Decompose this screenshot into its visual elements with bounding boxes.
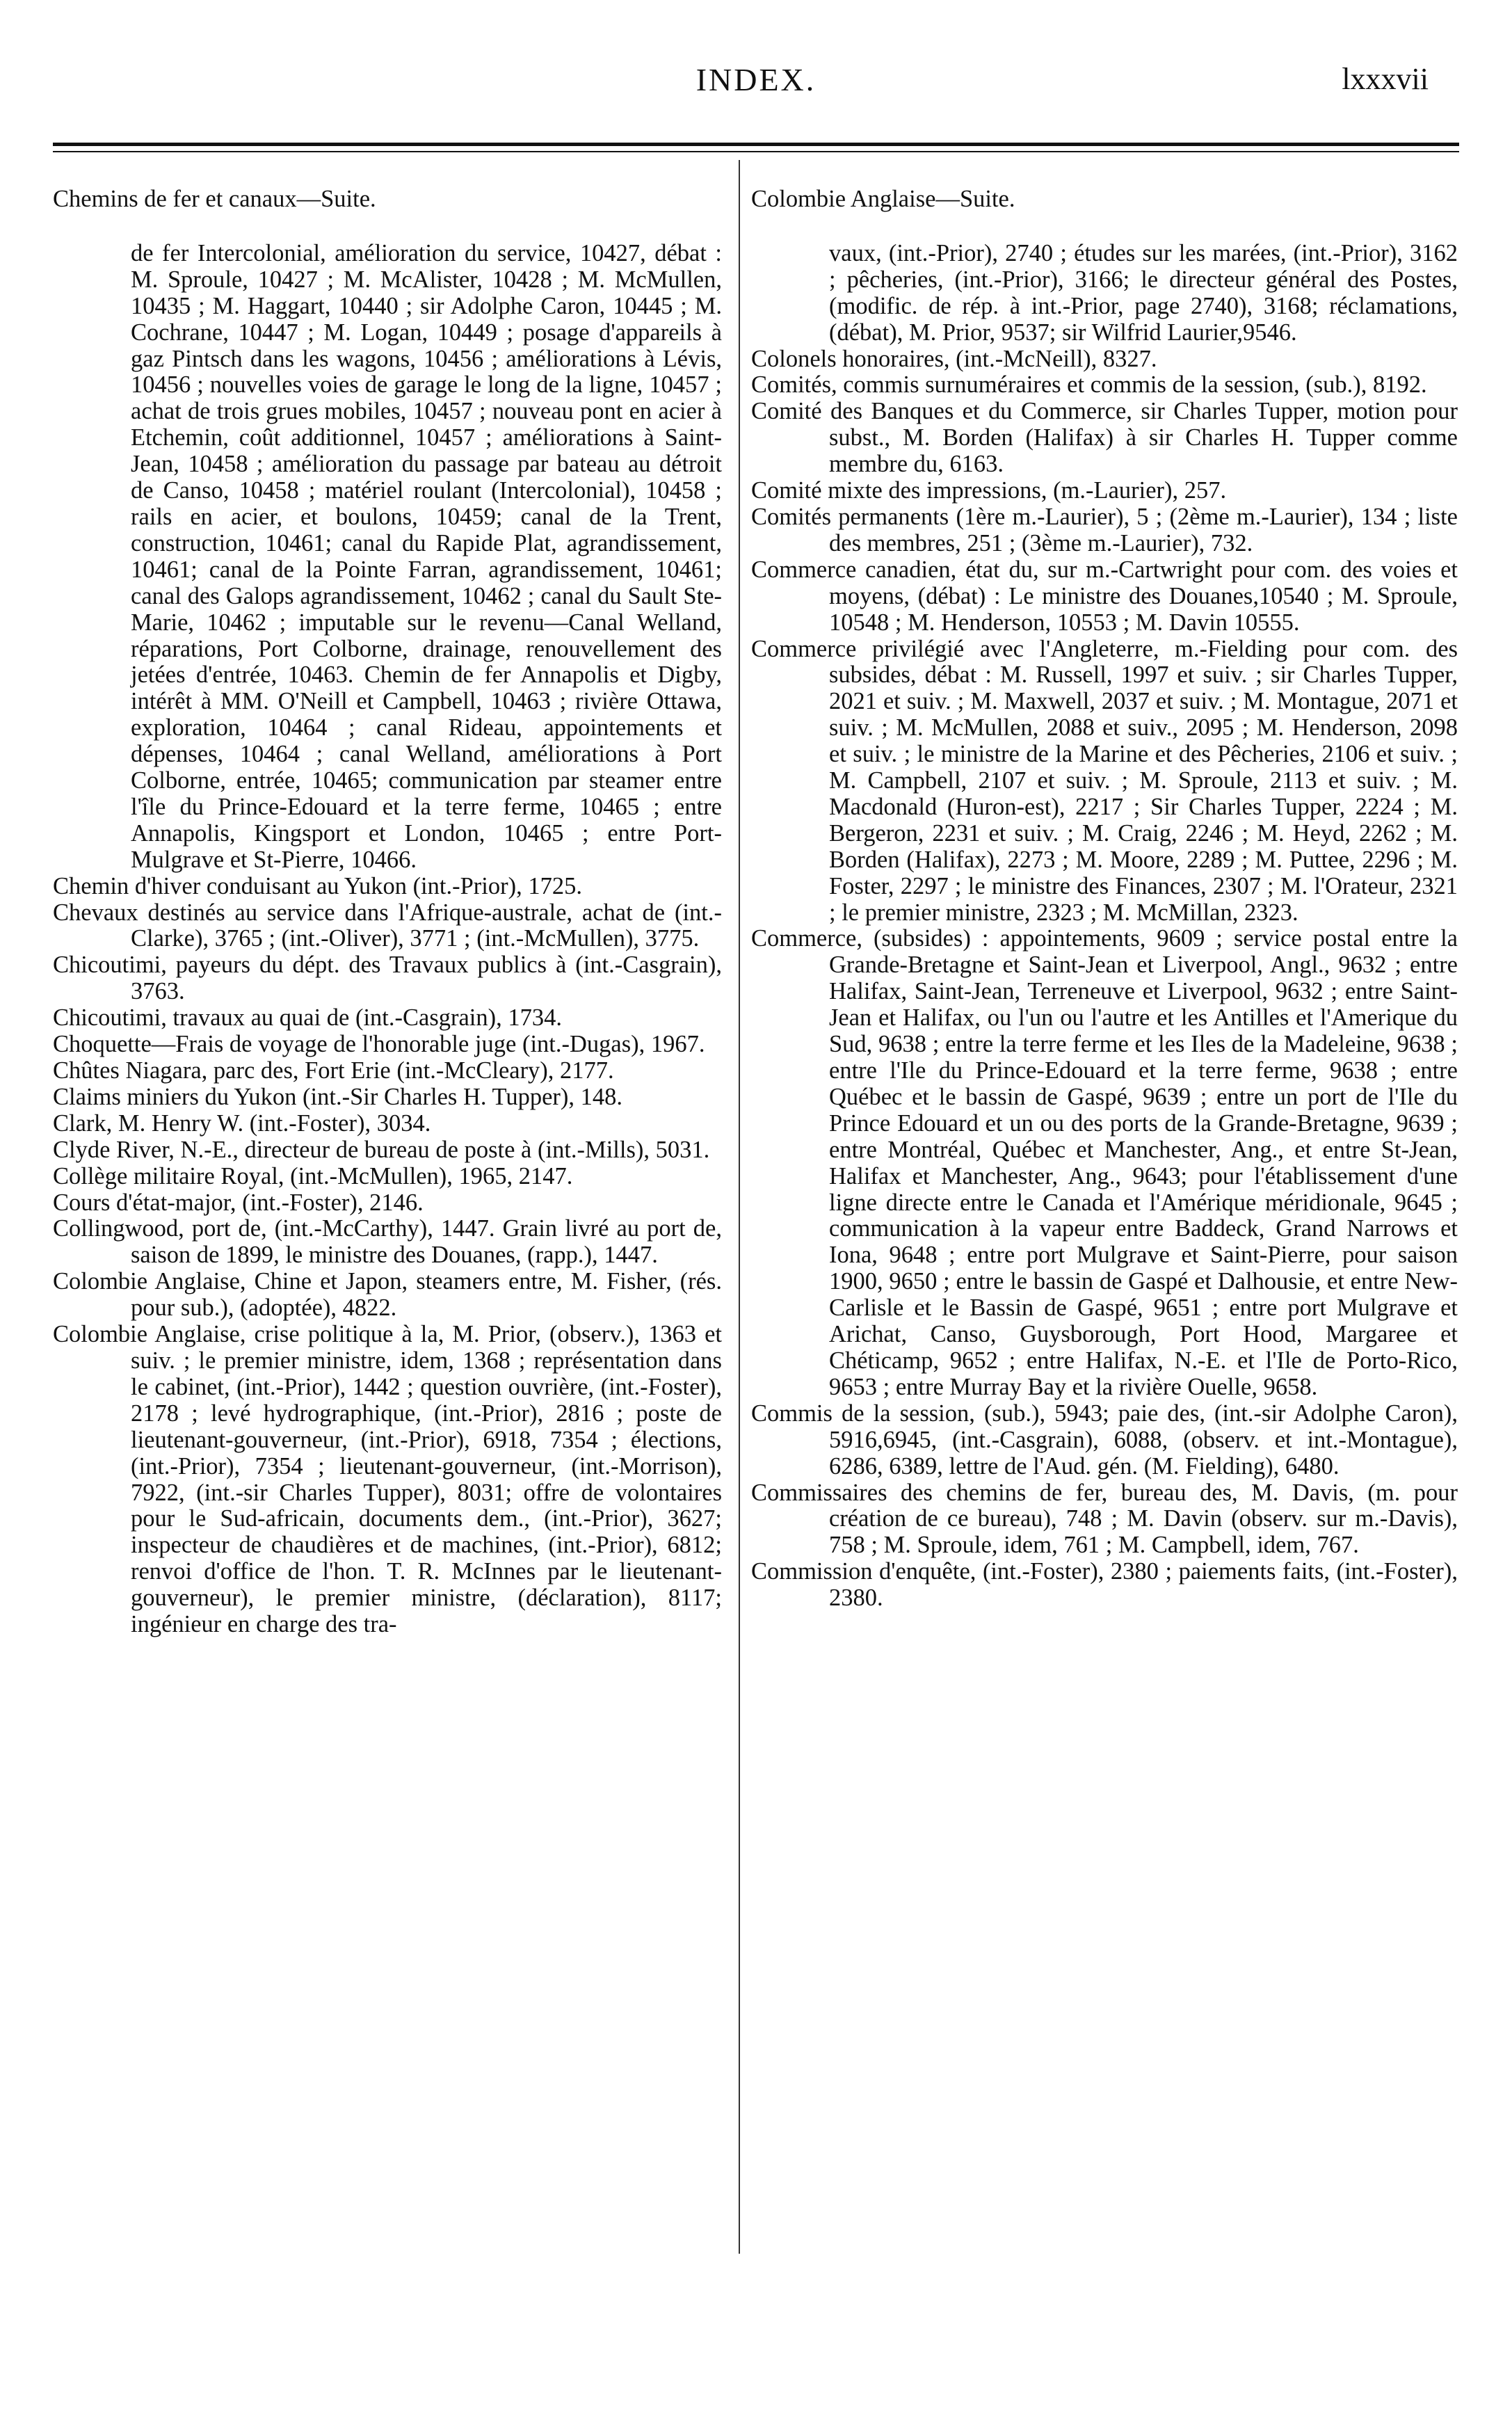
index-entry: Clark, M. Henry W. (int.-Foster), 3034. xyxy=(53,1109,431,1137)
index-entry: Commissaires des chemins de fer, bureau des, M. Davis, (m. pour création de ce bureau), 748 ; M. Davin (observ. sur m.-Davis), 758 ; M. Sproule, idem, 761 ; M. Campbell, idem, 767. xyxy=(751,1479,1458,1559)
header-rule-thin xyxy=(53,151,1459,152)
header-rule-thick xyxy=(53,143,1459,146)
index-entry: Clyde River, N.-E., directeur de bureau de poste à (int.-Mills), 5031. xyxy=(53,1136,710,1163)
index-entry: Commerce privilégié avec l'Angleterre, m.-Fielding pour com. des subsides, débat : M. Russell, 1997 et suiv. ; sir Charles Tupper, 2021 et suiv. ; M. Maxwell, 2037 et suiv. ; M. Montague, 2071 et suiv. ; M. McMullen, 2088 et suiv., 2095 ; M. Henderson, 2098 et suiv. ; le ministre de la Marine et des Pêcheries, 2106 et suiv. ; M. Campbell, 2107 et suiv. ; M. Sproule, 2113 et suiv. ; M. Macdonald (Huron-est), 2217 ; Sir Charles Tupper, 2224 ; M. Bergeron, 2231 et suiv. ; M. Craig, 2246 ; M. Heyd, 2262 ; M. Borden (Halifax), 2273 ; M. Moore, 2289 ; M. Puttee, 2296 ; M. Foster, 2297 ; le ministre des Finances, 2307 ; M. l'Orateur, 2321 ; le premier ministre, 2323 ; M. McMillan, 2323. xyxy=(751,635,1458,926)
index-entry: Cours d'état-major, (int.-Foster), 2146. xyxy=(53,1189,424,1216)
index-entry: Chicoutimi, travaux au quai de (int.-Casgrain), 1734. xyxy=(53,1004,562,1032)
index-entry: de fer Intercolonial, amélioration du service, 10427, débat : M. Sproule, 10427 ; M. McAlister, 10428 ; M. McMullen, 10435 ; M. Haggart, 10440 ; sir Adolphe Caron, 10445 ; M. Cochrane, 10447 ; M. Logan, 10449 ; posage d'appareils à gaz Pintsch dans les wagons, 10456 ; améliorations à Lévis, 10456 ; nouvelles voies de garage le long de la ligne, 10457 ; achat de trois grues mobiles, 10457 ; nouveau pont en acier à Etchemin, coût additionnel, 10457 ; améliorations à Saint-Jean, 10458 ; amélioration du passage par bateau au détroit de Canso, 10458 ; matériel roulant (Intercolonial), 10458 ; rails en acier, et boulons, 10459; canal de la Trent, construction, 10461; canal du Rapide Plat, agrandissement, 10461; canal de la Pointe Farran, agrandissement, 10461; canal des Galops agrandissement, 10462 ; canal du Sault Ste-Marie, 10462 ; imputable sur le revenu—Canal Welland, réparations, Port Colborne, drainage, renouvellement des jetées d'entrée, 10463. Chemin de fer Annapolis et Digby, intérêt à MM. O'Neill et Campbell, 10463 ; rivière Ottawa, exploration, 10464 ; canal Rideau, appointements et dépenses, 10464 ; canal Welland, améliorations à Port Colborne, entrée, 10465; communication par steamer entre l'île du Prince-Edouard et la terre ferme, 10465 ; entre Annapolis, Kingsport et London, 10465 ; entre Port-Mulgrave et St-Pierre, 10466. xyxy=(131,239,722,873)
index-entry: Collège militaire Royal, (int.-McMullen), 1965, 2147. xyxy=(53,1162,573,1189)
index-entry: Chemin d'hiver conduisant au Yukon (int.-Prior), 1725. xyxy=(53,872,582,899)
index-entry: Colombie Anglaise, crise politique à la, M. Prior, (observ.), 1363 et suiv. ; le premier ministre, idem, 1368 ; représentation dans le cabinet, (int.-Prior), 1442 ; question ouvrière, (int.-Foster), 2178 ; levé hydrographique, (int.-Prior), 2816 ; poste de lieutenant-gouverneur, (int.-Prior), 6918, 7354 ; élections, (int.-Prior), 7354 ; lieutenant-gouverneur, (int.-Morrison), 7922, (int.-sir Charles Tupper), 8031; offre de volontaires pour le Sud-africain, documents dem., (int.-Prior), 3627; inspecteur de chaudières et de machines, (int.-Prior), 6812; renvoi d'office de l'hon. T. R. McInnes par le lieutenant-gouverneur), le premier ministre, (déclaration), 8117; ingénieur en charge des tra- xyxy=(53,1321,722,1638)
page-title: INDEX. xyxy=(695,62,817,97)
index-entry: Comités permanents (1ère m.-Laurier), 5 ; (2ème m.-Laurier), 134 ; liste des membres, 251 ; (3ème m.-Laurier), 732. xyxy=(751,503,1458,556)
index-entry: vaux, (int.-Prior), 2740 ; études sur les marées, (int.-Prior), 3162 ; pêcheries, (int.-Prior), 3166; le directeur général des Postes, (modific. de rép. à int.-Prior, page 2740), 3168; réclamations, (débat), M. Prior, 9537; sir Wilfrid Laurier,9546. xyxy=(829,239,1458,346)
index-entry: Chûtes Niagara, parc des, Fort Erie (int.-McCleary), 2177. xyxy=(53,1057,614,1084)
index-entry: Commerce, (subsides) : appointements, 9609 ; service postal entre la Grande-Bretagne et Saint-Jean et Liverpool, Angl., 9632 ; entre Halifax, Saint-Jean, Terreneuve et Liverpool, 9632 ; entre Saint-Jean et Halifax, ou l'un ou l'autre et les Antilles et l'Amerique du Sud, 9638 ; entre la terre ferme et les Iles de la Madeleine, 9638 ; entre l'Ile du Prince-Edouard et la terre ferme, 9638 ; entre Québec et le bassin de Gaspé, 9639 ; entre un port de l'Ile du Prince Edouard et un ou des ports de la Grande-Bretagne, 9639 ; entre Montréal, Québec et Manchester, Ang., et entre St-Jean, Halifax et Manchester, Ang., 9643; pour l'établissement d'une ligne directe entre le Canada et l'Amérique méridionale, 9645 ; communication à la vapeur entre Baddeck, Grand Narrows et Iona, 9648 ; entre port Mulgrave et Saint-Pierre, pour saison 1900, 9650 ; entre le bassin de Gaspé et Dalhousie, et entre New-Carlisle et le Bassin de Gaspé, 9651 ; entre port Mulgrave et Arichat, Canso, Guysborough, Port Hood, Margaree et Chéticamp, 9652 ; entre Halifax, N.-E. et l'Ile de Porto-Rico, 9653 ; entre Murray Bay et la rivière Ouelle, 9658. xyxy=(751,925,1458,1400)
index-entry: Commis de la session, (sub.), 5943; paie des, (int.-sir Adolphe Caron), 5916,6945, (int.-Casgrain), 6088, (observ. et int.-Montague), 6286, 6389, lettre de l'Aud. gén. (M. Fielding), 6480. xyxy=(751,1400,1458,1480)
continuation-heading: Colombie Anglaise—Suite. xyxy=(751,186,1015,212)
index-entry: Comités, commis surnuméraires et commis de la session, (sub.), 8192. xyxy=(751,371,1427,399)
continuation-heading: Chemins de fer et canaux—Suite. xyxy=(53,186,376,212)
index-entry: Commission d'enquête, (int.-Foster), 2380 ; paiements faits, (int.-Foster), 2380. xyxy=(751,1558,1458,1612)
index-entry: Colonels honoraires, (int.-McNeill), 8327. xyxy=(751,345,1157,372)
index-entry: Chicoutimi, payeurs du dépt. des Travaux publics à (int.-Casgrain), 3763. xyxy=(53,952,722,1005)
index-entry: Collingwood, port de, (int.-McCarthy), 1447. Grain livré au port de, saison de 1899, le ministre des Douanes, (rapp.), 1447. xyxy=(53,1215,722,1269)
page-number: lxxxvii xyxy=(1342,62,1429,96)
index-entry: Commerce canadien, état du, sur m.-Cartwright pour com. des voies et moyens, (débat) : Le ministre des Douanes,10540 ; M. Sproule, 10548 ; M. Henderson, 10553 ; M. Davin 10555. xyxy=(751,556,1458,636)
left-column xyxy=(53,186,722,1638)
column-divider xyxy=(739,160,740,2254)
index-entry: Chevaux destinés au service dans l'Afrique-australe, achat de (int.-Clarke), 3765 ; (int.-Oliver), 3771 ; (int.-McMullen), 3775. xyxy=(53,899,722,952)
right-column xyxy=(751,186,1458,1612)
index-entry: Claims miniers du Yukon (int.-Sir Charles H. Tupper), 148. xyxy=(53,1083,623,1110)
index-entry: Comité des Banques et du Commerce, sir Charles Tupper, motion pour subst., M. Borden (Halifax) à sir Charles H. Tupper comme membre du, 6163. xyxy=(751,398,1458,478)
index-entry: Comité mixte des impressions, (m.-Laurier), 257. xyxy=(751,477,1227,504)
page-header xyxy=(0,61,1512,110)
index-entry: Colombie Anglaise, Chine et Japon, steamers entre, M. Fisher, (rés. pour sub.), (adoptée), 4822. xyxy=(53,1268,722,1322)
index-entry: Choquette—Frais de voyage de l'honorable juge (int.-Dugas), 1967. xyxy=(53,1031,705,1058)
